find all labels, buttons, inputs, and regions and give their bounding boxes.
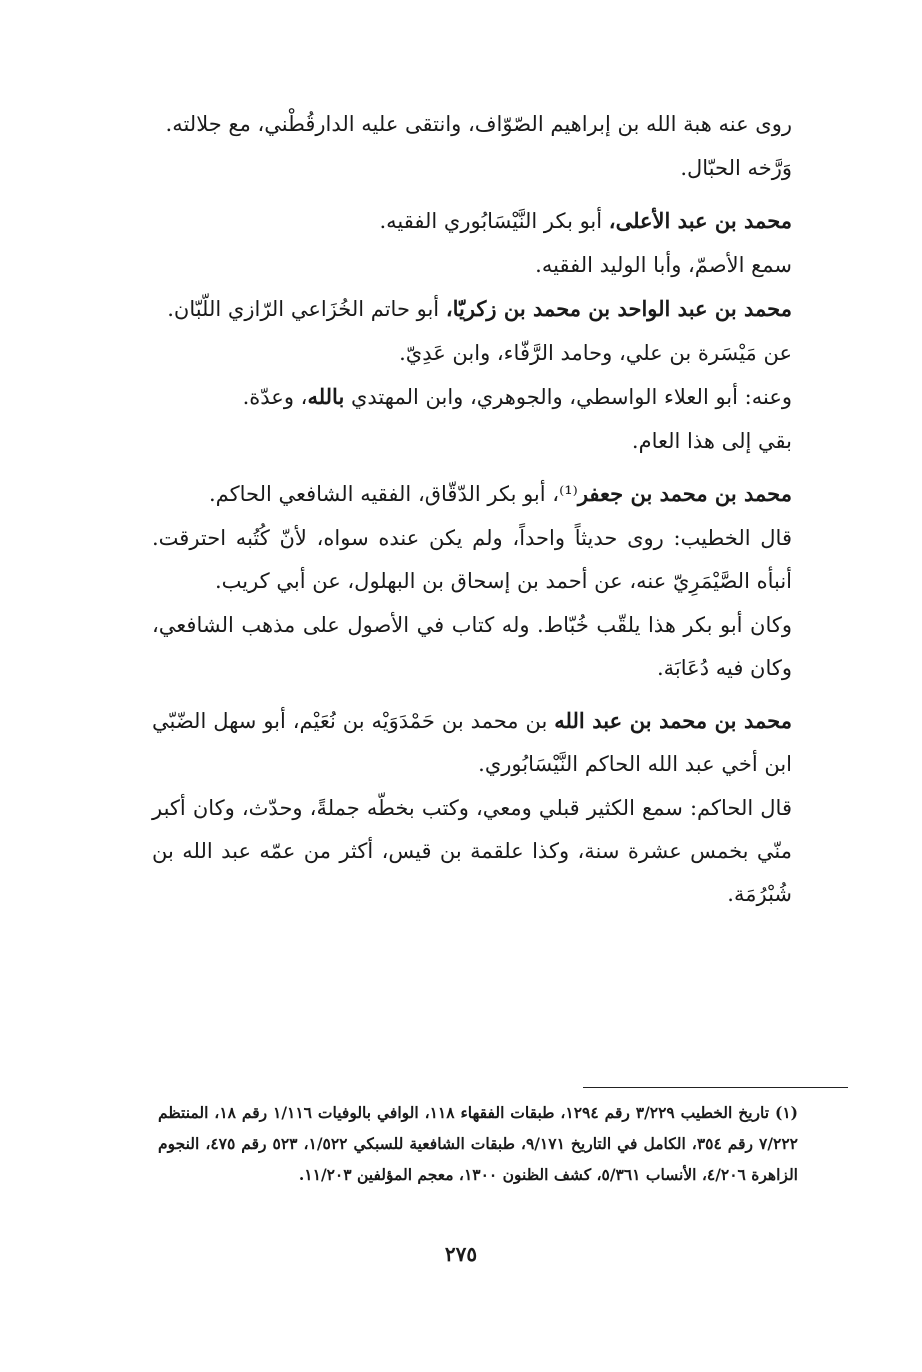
paragraph-10: [152, 516, 792, 603]
paragraph-4: [152, 243, 792, 287]
text-run: قال الخطيب: روى حديثاً واحداً، ولم يكن عنده سواه، لأنّ كُتُبه احترقت. أنبأه الصَّيْمَرِيّ عنه، عن أحمد بن إسحاق بن البهلول، عن أبي كريب.: [152, 526, 792, 593]
text-run: بن محمد بن حَمْدَوَيْه بن نُعَيْم، أبو سهل الضّبّي ابن أخي عبد الله الحاكم النَّيْسَابُوري.: [152, 709, 792, 776]
text-run: عن مَيْسَرة بن علي، وحامد الرَّفّاء، وابن عَدِيّ.: [399, 341, 792, 365]
text-run: وعنه: أبو العلاء الواسطي، والجوهري، وابن المهتدي: [344, 385, 792, 409]
entry-heading: محمد بن محمد بن عبد الله: [554, 708, 792, 733]
text-run: بقي إلى هذا العام.: [631, 429, 792, 453]
text-run: أبو بكر النَّيْسَابُوري الفقيه.: [379, 209, 609, 233]
text-run: روى عنه هبة الله بن إبراهيم الصّوّاف، وانتقى عليه الدارقُطْني، مع جلالته.: [165, 112, 792, 136]
main-text: [152, 102, 792, 916]
paragraph-1: [152, 102, 792, 146]
text-run: قال الحاكم: سمع الكثير قبلي ومعي، وكتب بخطّه جملةً، وحدّث، وكان أكبر منّي بخمس عشرة سنة، وكذا علقمة بن قيس، أكثر من عمّه عبد الله بن شُبْرُمَة.: [152, 796, 792, 906]
page-number: ٢٧٥: [444, 1242, 478, 1266]
paragraph-2: [152, 146, 792, 190]
footnote-divider: [583, 1087, 848, 1088]
inline-bold: بالله: [307, 384, 345, 409]
paragraph-13: [152, 786, 792, 916]
text-run: وَرَّخه الحبّال.: [680, 156, 792, 180]
footnote-1: (١) تاريخ الخطيب ٣/٢٢٩ رقم ١٢٩٤، طبقات الفقهاء ١١٨، الوافي بالوفيات ١/١١٦ رقم ١٨، المنتظم ٧/٢٢٢ رقم ٣٥٤، الكامل في التاريخ ٩/١٧١، طبقات الشافعية للسبكي ١/٥٢٢، ٥٢٣ رقم ٤٧٥، النجوم الزاهرة ٤/٢٠٦، الأنساب ٥/٣٦١، كشف الظنون ١٣٠٠، معجم المؤلفين ١١/٢٠٣.: [158, 1103, 799, 1184]
footnotes: [158, 1097, 798, 1190]
paragraph-11: [152, 603, 792, 690]
entry-12: [152, 699, 792, 786]
entry-9: [152, 472, 792, 516]
entry-3: [152, 199, 792, 243]
text-run: سمع الأصمّ، وأبا الوليد الفقيه.: [535, 253, 792, 277]
text-run: ⁽¹⁾، أبو بكر الدّقّاق، الفقيه الشافعي الحاكم.: [208, 482, 578, 506]
text-run: وكان أبو بكر هذا يلقّب خُبّاط. وله كتاب في الأصول على مذهب الشافعي، وكان فيه دُعَابَة.: [152, 613, 792, 680]
paragraph-6: [152, 331, 792, 375]
text-run: ، وعدّة.: [242, 385, 308, 409]
paragraph-8: [152, 419, 792, 463]
entry-heading: محمد بن محمد بن جعفر: [577, 481, 792, 506]
entry-heading: محمد بن عبد الأعلى،: [608, 208, 792, 233]
entry-heading: محمد بن عبد الواحد بن محمد بن زكريّا،: [445, 296, 792, 321]
entry-5: [152, 287, 792, 331]
paragraph-7: [152, 375, 792, 419]
text-run: أبو حاتم الخُزَاعي الرّازي اللّبّان.: [167, 297, 446, 321]
